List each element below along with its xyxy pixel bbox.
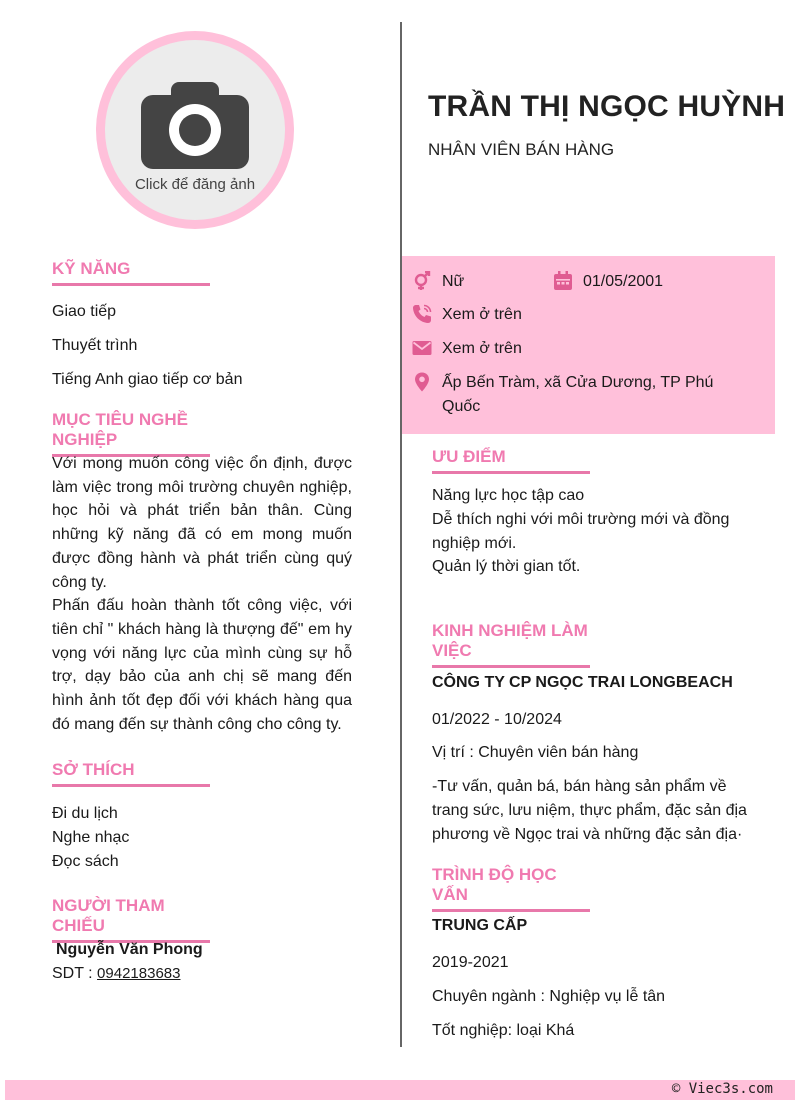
gender-icon <box>412 271 432 291</box>
candidate-name: TRẦN THỊ NGỌC HUỲNH <box>428 90 786 123</box>
experience-heading: KINH NGHIỆM LÀM VIỆC <box>432 621 590 668</box>
experience-desc-line: -Tư vấn, quản bá, bán hàng sản phẩm về <box>432 778 727 795</box>
reference-phone-link[interactable]: 0942183683 <box>97 965 181 982</box>
skill-item: Thuyết trình <box>52 337 138 354</box>
birthday-value: 01/05/2001 <box>583 273 664 290</box>
education-level: TRUNG CẤP <box>432 917 528 934</box>
objective-heading: MỤC TIÊU NGHỀ NGHIỆP <box>52 410 210 457</box>
skill-item: Giao tiếp <box>52 303 117 320</box>
company-name: CÔNG TY CP NGỌC TRAI LONGBEACH <box>432 674 733 691</box>
strengths-heading: ƯU ĐIỂM <box>432 447 590 474</box>
objective-paragraph: Phấn đấu hoàn thành tốt công việc, với tiên chỉ " khách hàng là thượng đế" em hy vọng với năng lực của mình cùng sự hỗ trợ, dạy bảo của anh chị sẽ mang đến hình ảnh tốt đẹp đối với khách hàng qua đó mang đến sự thành công cho công ty. <box>52 597 352 733</box>
objective-text <box>52 452 352 736</box>
address-line-1: Ấp Bến Tràm, xã Cửa Dương, TP Phú <box>442 374 714 391</box>
reference-phone-label: SDT : <box>52 965 98 982</box>
education-period: 2019-2021 <box>432 954 509 971</box>
reference-phone <box>52 962 180 986</box>
footer-copyright: © Viec3s.com <box>671 1081 773 1097</box>
footer-bar <box>5 1080 795 1100</box>
objective-paragraph: Với mong muốn công việc ổn định, được làm việc trong môi trường chuyên nghiệp, học hỏi và phát triển bản thân. Cùng những kỹ năng đã có em mong muốn được đồng hành và phát triển cùng quý công ty. <box>52 455 352 591</box>
hobby-item: Nghe nhạc <box>52 829 130 846</box>
address-line-2: Quốc <box>442 398 481 415</box>
education-heading: TRÌNH ĐỘ HỌC VẤN <box>432 865 590 912</box>
upload-photo-label: Click để đăng ảnh <box>134 176 256 193</box>
strength-line: nghiệp mới. <box>432 535 517 552</box>
location-icon <box>412 372 432 392</box>
email-value[interactable]: Xem ở trên <box>442 340 522 357</box>
strength-line: Quản lý thời gian tốt. <box>432 558 581 575</box>
hobbies-heading: SỞ THÍCH <box>52 760 210 787</box>
experience-period: 01/2022 - 10/2024 <box>432 711 562 728</box>
job-title: NHÂN VIÊN BÁN HÀNG <box>428 140 615 159</box>
phone-value[interactable]: Xem ở trên <box>442 306 522 323</box>
education-grade: Tốt nghiệp: loại Khá <box>432 1022 575 1039</box>
experience-desc-line: phương về Ngọc trai và những đặc sản địa· <box>432 826 743 843</box>
avatar-upload[interactable] <box>96 31 294 229</box>
gender-value: Nữ <box>442 273 465 290</box>
skills-heading: KỸ NĂNG <box>52 259 210 286</box>
experience-position: Vị trí : Chuyên viên bán hàng <box>432 744 639 761</box>
education-major: Chuyên ngành : Nghiệp vụ lễ tân <box>432 988 666 1005</box>
strength-line: Năng lực học tập cao <box>432 487 585 504</box>
reference-name: Nguyễn Văn Phong <box>56 941 203 958</box>
column-divider <box>400 22 402 1047</box>
email-icon <box>412 338 432 358</box>
calendar-icon <box>553 271 573 291</box>
phone-icon <box>412 304 432 324</box>
hobby-item: Đi du lịch <box>52 805 118 822</box>
experience-desc-line: trang sức, lưu niệm, thực phẩm, đặc sản địa <box>432 802 747 819</box>
strength-line: Dễ thích nghi với môi trường mới và đồng <box>432 511 730 528</box>
camera-lens-icon <box>169 104 221 156</box>
contact-panel <box>402 256 775 434</box>
reference-heading: NGƯỜI THAM CHIẾU <box>52 896 210 943</box>
hobby-item: Đọc sách <box>52 853 119 870</box>
skill-item: Tiếng Anh giao tiếp cơ bản <box>52 371 243 388</box>
